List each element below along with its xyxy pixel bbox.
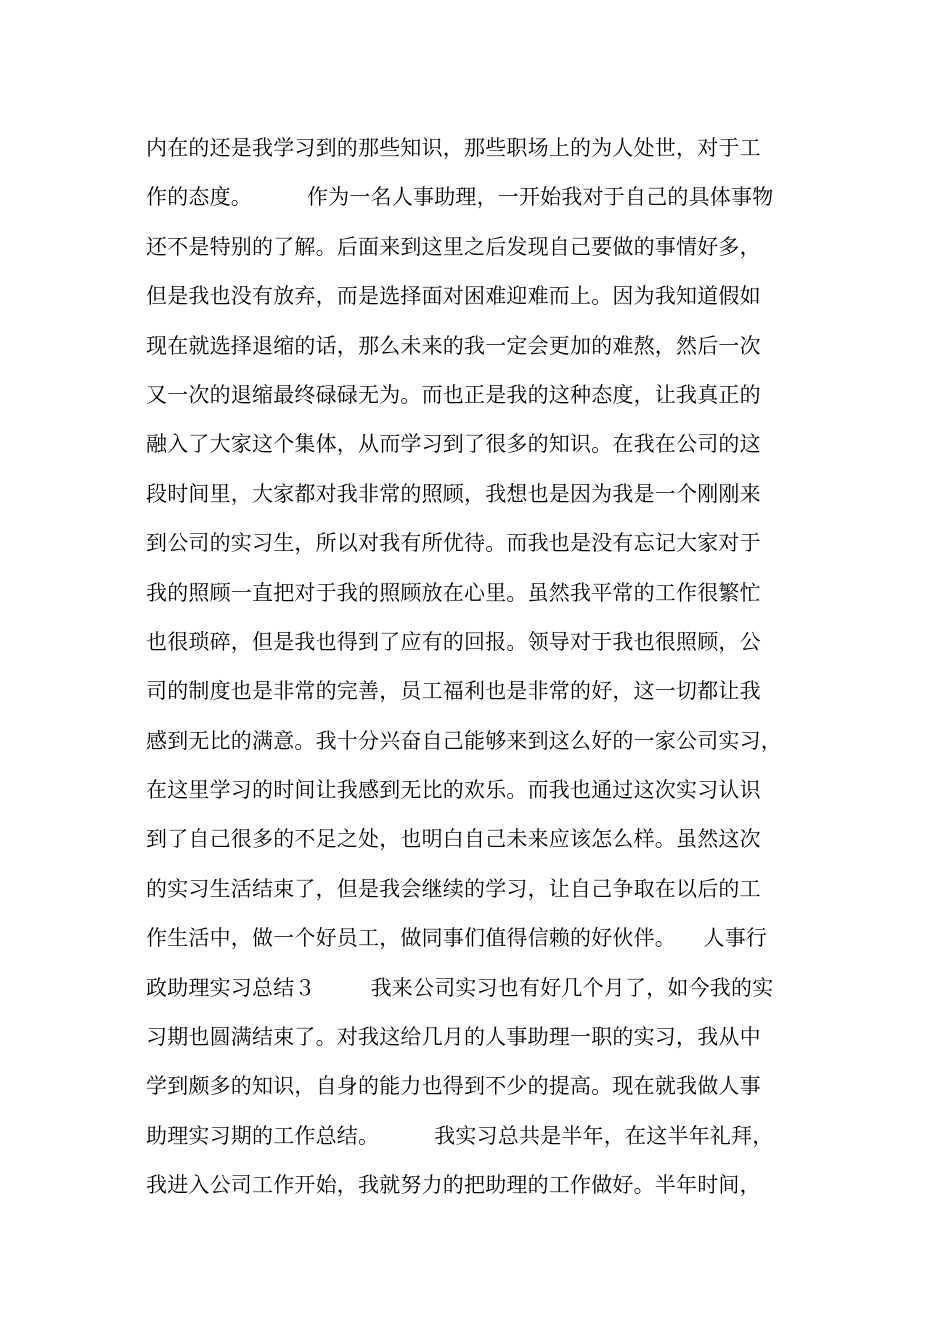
text-line: 内在的还是我学习到的那些知识，那些职场上的为人处世，对于工	[146, 136, 761, 160]
text-line: 在这里学习的时间让我感到无比的欢乐。而我也通过这次实习认识	[146, 778, 761, 803]
text-line: 到了自己很多的不足之处，也明白自己未来应该怎么样。虽然这次	[146, 827, 761, 852]
text-line: 我进入公司工作开始，我就努力的把助理的工作做好。半年时间，	[146, 1173, 761, 1198]
text-line: 还不是特别的了解。后面来到这里之后发现自己要做的事情好多，	[146, 234, 761, 259]
text-line: 助理实习期的工作总结。 我实习总共是半年，在这半年礼拜，	[146, 1123, 774, 1148]
text-line: 作生活中，做一个好员工，做同事们值得信赖的好伙伴。 人事行	[146, 926, 768, 951]
text-line: 我的照顾一直把对于我的照顾放在心里。虽然我平常的工作很繁忙	[146, 580, 761, 605]
text-line: 的实习生活结束了，但是我会继续的学习，让自己争取在以后的工	[146, 876, 761, 901]
text-line: 学到颇多的知识，自身的能力也得到不少的提高。现在就我做人事	[146, 1074, 761, 1099]
text-line: 融入了大家这个集体，从而学习到了很多的知识。在我在公司的这	[146, 432, 761, 457]
text-line: 司的制度也是非常的完善，员工福利也是非常的好，这一切都让我	[146, 679, 761, 704]
text-line: 到公司的实习生，所以对我有所优待。而我也是没有忘记大家对于	[146, 531, 761, 556]
text-line: 段时间里，大家都对我非常的照顾，我想也是因为我是一个刚刚来	[146, 481, 761, 506]
text-line: 作的态度。 作为一名人事助理，一开始我对于自己的具体事物	[146, 185, 774, 210]
text-line: 习期也圆满结束了。对我这给几月的人事助理一职的实习，我从中	[146, 1025, 761, 1050]
text-line: 但是我也没有放弃，而是选择面对困难迎难而上。因为我知道假如	[146, 284, 761, 309]
text-line: 也很琐碎，但是我也得到了应有的回报。领导对于我也很照顾，公	[146, 629, 761, 654]
text-line: 政助理实习总结３ 我来公司实习也有好几个月了，如今我的实	[146, 975, 774, 1000]
text-line: 又一次的退缩最终碌碌无为。而也正是我的这种态度，让我真正的	[146, 382, 761, 407]
text-line: 现在就选择退缩的话，那么未来的我一定会更加的难熬，然后一次	[146, 333, 761, 358]
body-text	[146, 124, 846, 1211]
text-line: 感到无比的满意。我十分兴奋自己能够来到这么好的一家公司实习，	[146, 728, 782, 753]
